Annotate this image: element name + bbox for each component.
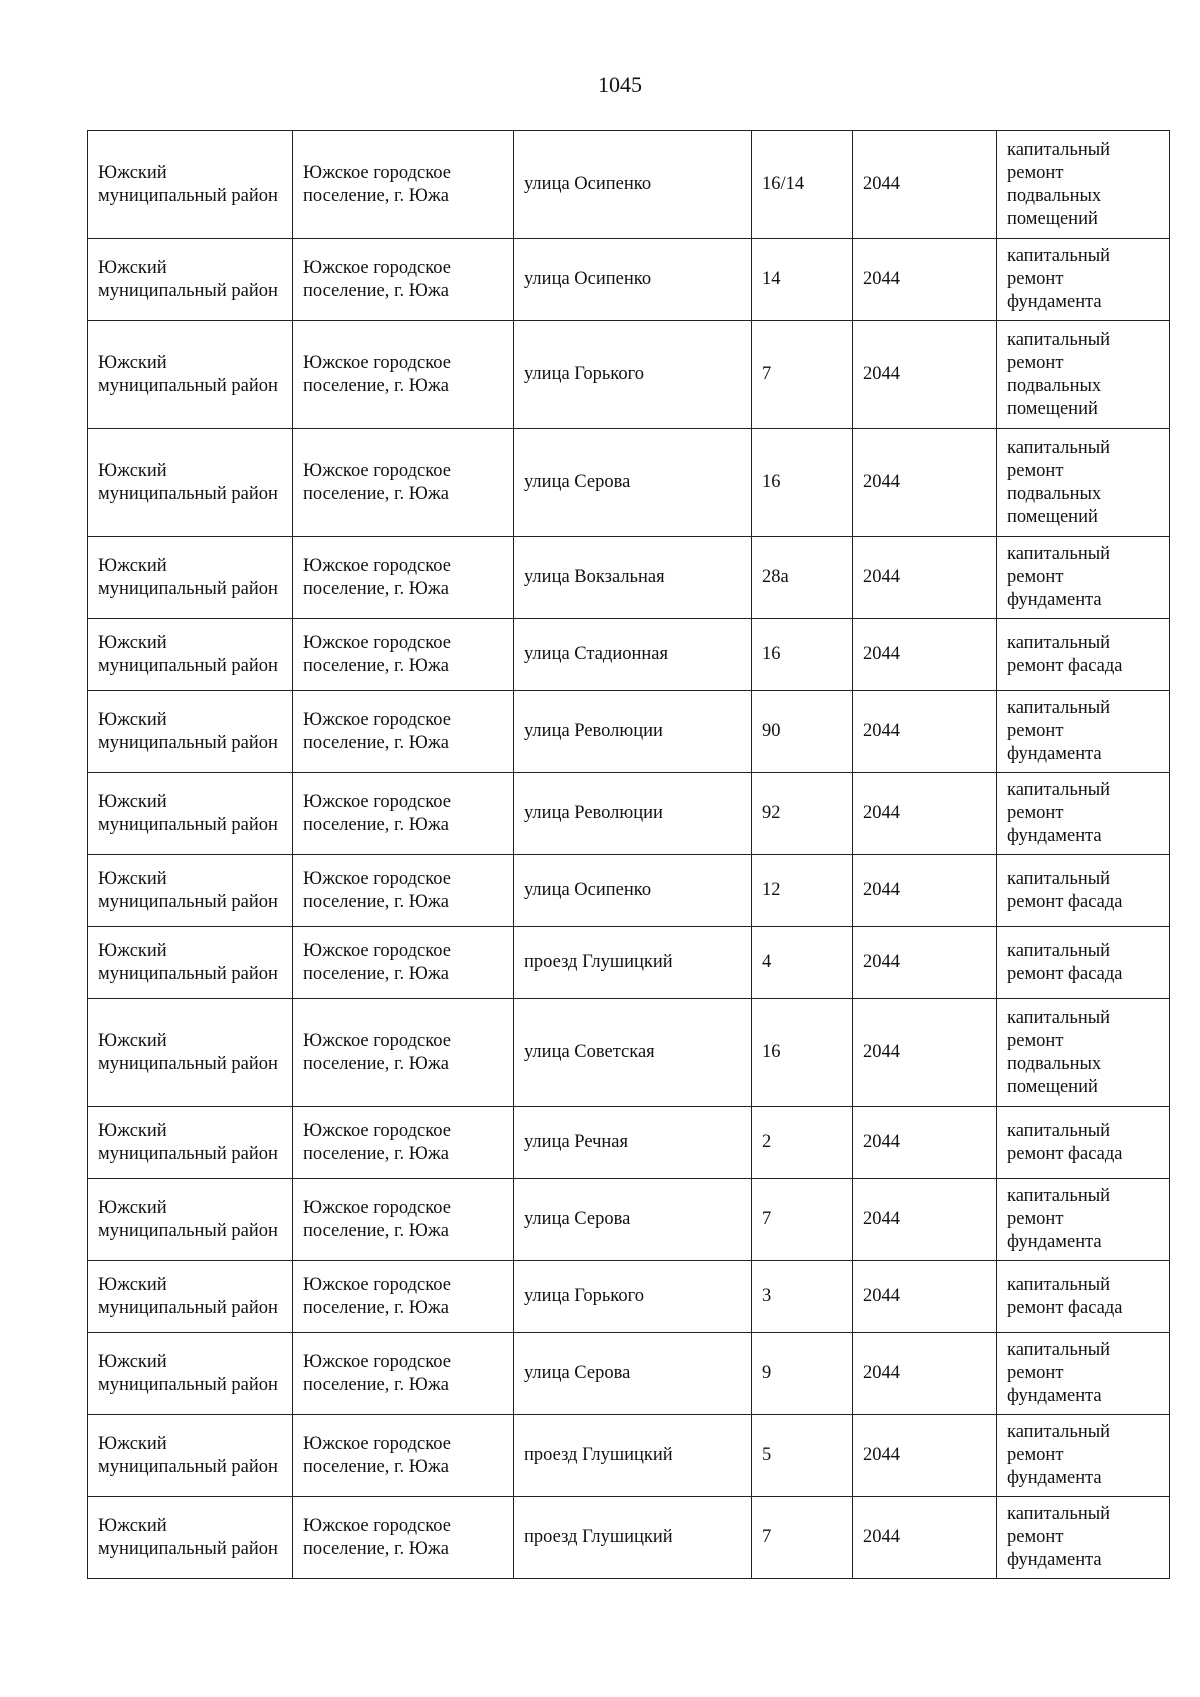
district-cell: Южский муниципальный район (88, 773, 293, 855)
table-row (88, 1107, 1170, 1179)
year-cell: 2044 (853, 1107, 997, 1179)
table-row (88, 429, 1170, 537)
street-cell: улица Стадионная (514, 619, 752, 691)
house-number-cell: 14 (752, 239, 853, 321)
settlement-cell: Южское городское поселение, г. Южа (293, 619, 514, 691)
work-type-cell: капитальный ремонт фасада (997, 855, 1170, 927)
year-cell: 2044 (853, 999, 997, 1107)
year-cell: 2044 (853, 429, 997, 537)
settlement-cell: Южское городское поселение, г. Южа (293, 855, 514, 927)
table-row (88, 537, 1170, 619)
street-cell: улица Горького (514, 321, 752, 429)
work-type-cell: капитальный ремонт фасада (997, 1107, 1170, 1179)
year-cell: 2044 (853, 537, 997, 619)
house-number-cell: 9 (752, 1333, 853, 1415)
settlement-cell: Южское городское поселение, г. Южа (293, 999, 514, 1107)
year-cell: 2044 (853, 1261, 997, 1333)
settlement-cell: Южское городское поселение, г. Южа (293, 1179, 514, 1261)
work-type-cell: капитальный ремонт фундамента (997, 537, 1170, 619)
street-cell: улица Осипенко (514, 239, 752, 321)
year-cell: 2044 (853, 1497, 997, 1579)
street-cell: улица Речная (514, 1107, 752, 1179)
table-row (88, 1415, 1170, 1497)
district-cell: Южский муниципальный район (88, 691, 293, 773)
house-number-cell: 5 (752, 1415, 853, 1497)
year-cell: 2044 (853, 131, 997, 239)
work-type-cell: капитальный ремонт фасада (997, 927, 1170, 999)
house-number-cell: 28а (752, 537, 853, 619)
house-number-cell: 7 (752, 1497, 853, 1579)
street-cell: улица Горького (514, 1261, 752, 1333)
house-number-cell: 7 (752, 1179, 853, 1261)
settlement-cell: Южское городское поселение, г. Южа (293, 773, 514, 855)
house-number-cell: 16 (752, 619, 853, 691)
settlement-cell: Южское городское поселение, г. Южа (293, 321, 514, 429)
work-type-cell: капитальный ремонт фундамента (997, 773, 1170, 855)
year-cell: 2044 (853, 927, 997, 999)
work-type-cell: капитальный ремонт фасада (997, 1261, 1170, 1333)
work-type-cell: капитальный ремонт фундамента (997, 691, 1170, 773)
table-row (88, 131, 1170, 239)
street-cell: улица Революции (514, 773, 752, 855)
district-cell: Южский муниципальный район (88, 855, 293, 927)
table-row (88, 1261, 1170, 1333)
settlement-cell: Южское городское поселение, г. Южа (293, 131, 514, 239)
street-cell: улица Революции (514, 691, 752, 773)
table-body (88, 131, 1170, 1579)
house-number-cell: 4 (752, 927, 853, 999)
work-type-cell: капитальный ремонт подвальных помещений (997, 321, 1170, 429)
district-cell: Южский муниципальный район (88, 131, 293, 239)
year-cell: 2044 (853, 619, 997, 691)
district-cell: Южский муниципальный район (88, 239, 293, 321)
work-type-cell: капитальный ремонт подвальных помещений (997, 131, 1170, 239)
settlement-cell: Южское городское поселение, г. Южа (293, 537, 514, 619)
district-cell: Южский муниципальный район (88, 321, 293, 429)
work-type-cell: капитальный ремонт фундамента (997, 1333, 1170, 1415)
house-number-cell: 7 (752, 321, 853, 429)
settlement-cell: Южское городское поселение, г. Южа (293, 1415, 514, 1497)
table-row (88, 999, 1170, 1107)
district-cell: Южский муниципальный район (88, 1107, 293, 1179)
table-row (88, 855, 1170, 927)
settlement-cell: Южское городское поселение, г. Южа (293, 1261, 514, 1333)
table-row (88, 239, 1170, 321)
year-cell: 2044 (853, 1179, 997, 1261)
street-cell: улица Серова (514, 1333, 752, 1415)
settlement-cell: Южское городское поселение, г. Южа (293, 429, 514, 537)
work-type-cell: капитальный ремонт фасада (997, 619, 1170, 691)
house-number-cell: 16 (752, 429, 853, 537)
table-row (88, 691, 1170, 773)
district-cell: Южский муниципальный район (88, 1415, 293, 1497)
table-row (88, 773, 1170, 855)
street-cell: улица Вокзальная (514, 537, 752, 619)
work-type-cell: капитальный ремонт подвальных помещений (997, 999, 1170, 1107)
street-cell: улица Осипенко (514, 131, 752, 239)
street-cell: проезд Глушицкий (514, 927, 752, 999)
house-number-cell: 92 (752, 773, 853, 855)
settlement-cell: Южское городское поселение, г. Южа (293, 927, 514, 999)
district-cell: Южский муниципальный район (88, 1179, 293, 1261)
table-row (88, 1179, 1170, 1261)
house-number-cell: 2 (752, 1107, 853, 1179)
table-row (88, 321, 1170, 429)
house-number-cell: 12 (752, 855, 853, 927)
year-cell: 2044 (853, 855, 997, 927)
table-row (88, 1333, 1170, 1415)
district-cell: Южский муниципальный район (88, 1497, 293, 1579)
work-type-cell: капитальный ремонт фундамента (997, 1179, 1170, 1261)
street-cell: улица Советская (514, 999, 752, 1107)
district-cell: Южский муниципальный район (88, 927, 293, 999)
street-cell: проезд Глушицкий (514, 1497, 752, 1579)
street-cell: проезд Глушицкий (514, 1415, 752, 1497)
table-row (88, 619, 1170, 691)
year-cell: 2044 (853, 321, 997, 429)
settlement-cell: Южское городское поселение, г. Южа (293, 1497, 514, 1579)
work-type-cell: капитальный ремонт фундамента (997, 1415, 1170, 1497)
capital-repair-table (87, 130, 1170, 1579)
settlement-cell: Южское городское поселение, г. Южа (293, 239, 514, 321)
table-row (88, 927, 1170, 999)
page-number: 1045 (598, 72, 642, 97)
district-cell: Южский муниципальный район (88, 1261, 293, 1333)
house-number-cell: 16/14 (752, 131, 853, 239)
settlement-cell: Южское городское поселение, г. Южа (293, 691, 514, 773)
year-cell: 2044 (853, 1415, 997, 1497)
settlement-cell: Южское городское поселение, г. Южа (293, 1333, 514, 1415)
district-cell: Южский муниципальный район (88, 999, 293, 1107)
district-cell: Южский муниципальный район (88, 429, 293, 537)
street-cell: улица Серова (514, 429, 752, 537)
house-number-cell: 3 (752, 1261, 853, 1333)
house-number-cell: 16 (752, 999, 853, 1107)
year-cell: 2044 (853, 239, 997, 321)
table-row (88, 1497, 1170, 1579)
work-type-cell: капитальный ремонт фундамента (997, 1497, 1170, 1579)
district-cell: Южский муниципальный район (88, 619, 293, 691)
settlement-cell: Южское городское поселение, г. Южа (293, 1107, 514, 1179)
year-cell: 2044 (853, 691, 997, 773)
year-cell: 2044 (853, 1333, 997, 1415)
year-cell: 2044 (853, 773, 997, 855)
district-cell: Южский муниципальный район (88, 1333, 293, 1415)
work-type-cell: капитальный ремонт подвальных помещений (997, 429, 1170, 537)
street-cell: улица Серова (514, 1179, 752, 1261)
district-cell: Южский муниципальный район (88, 537, 293, 619)
house-number-cell: 90 (752, 691, 853, 773)
street-cell: улица Осипенко (514, 855, 752, 927)
work-type-cell: капитальный ремонт фундамента (997, 239, 1170, 321)
